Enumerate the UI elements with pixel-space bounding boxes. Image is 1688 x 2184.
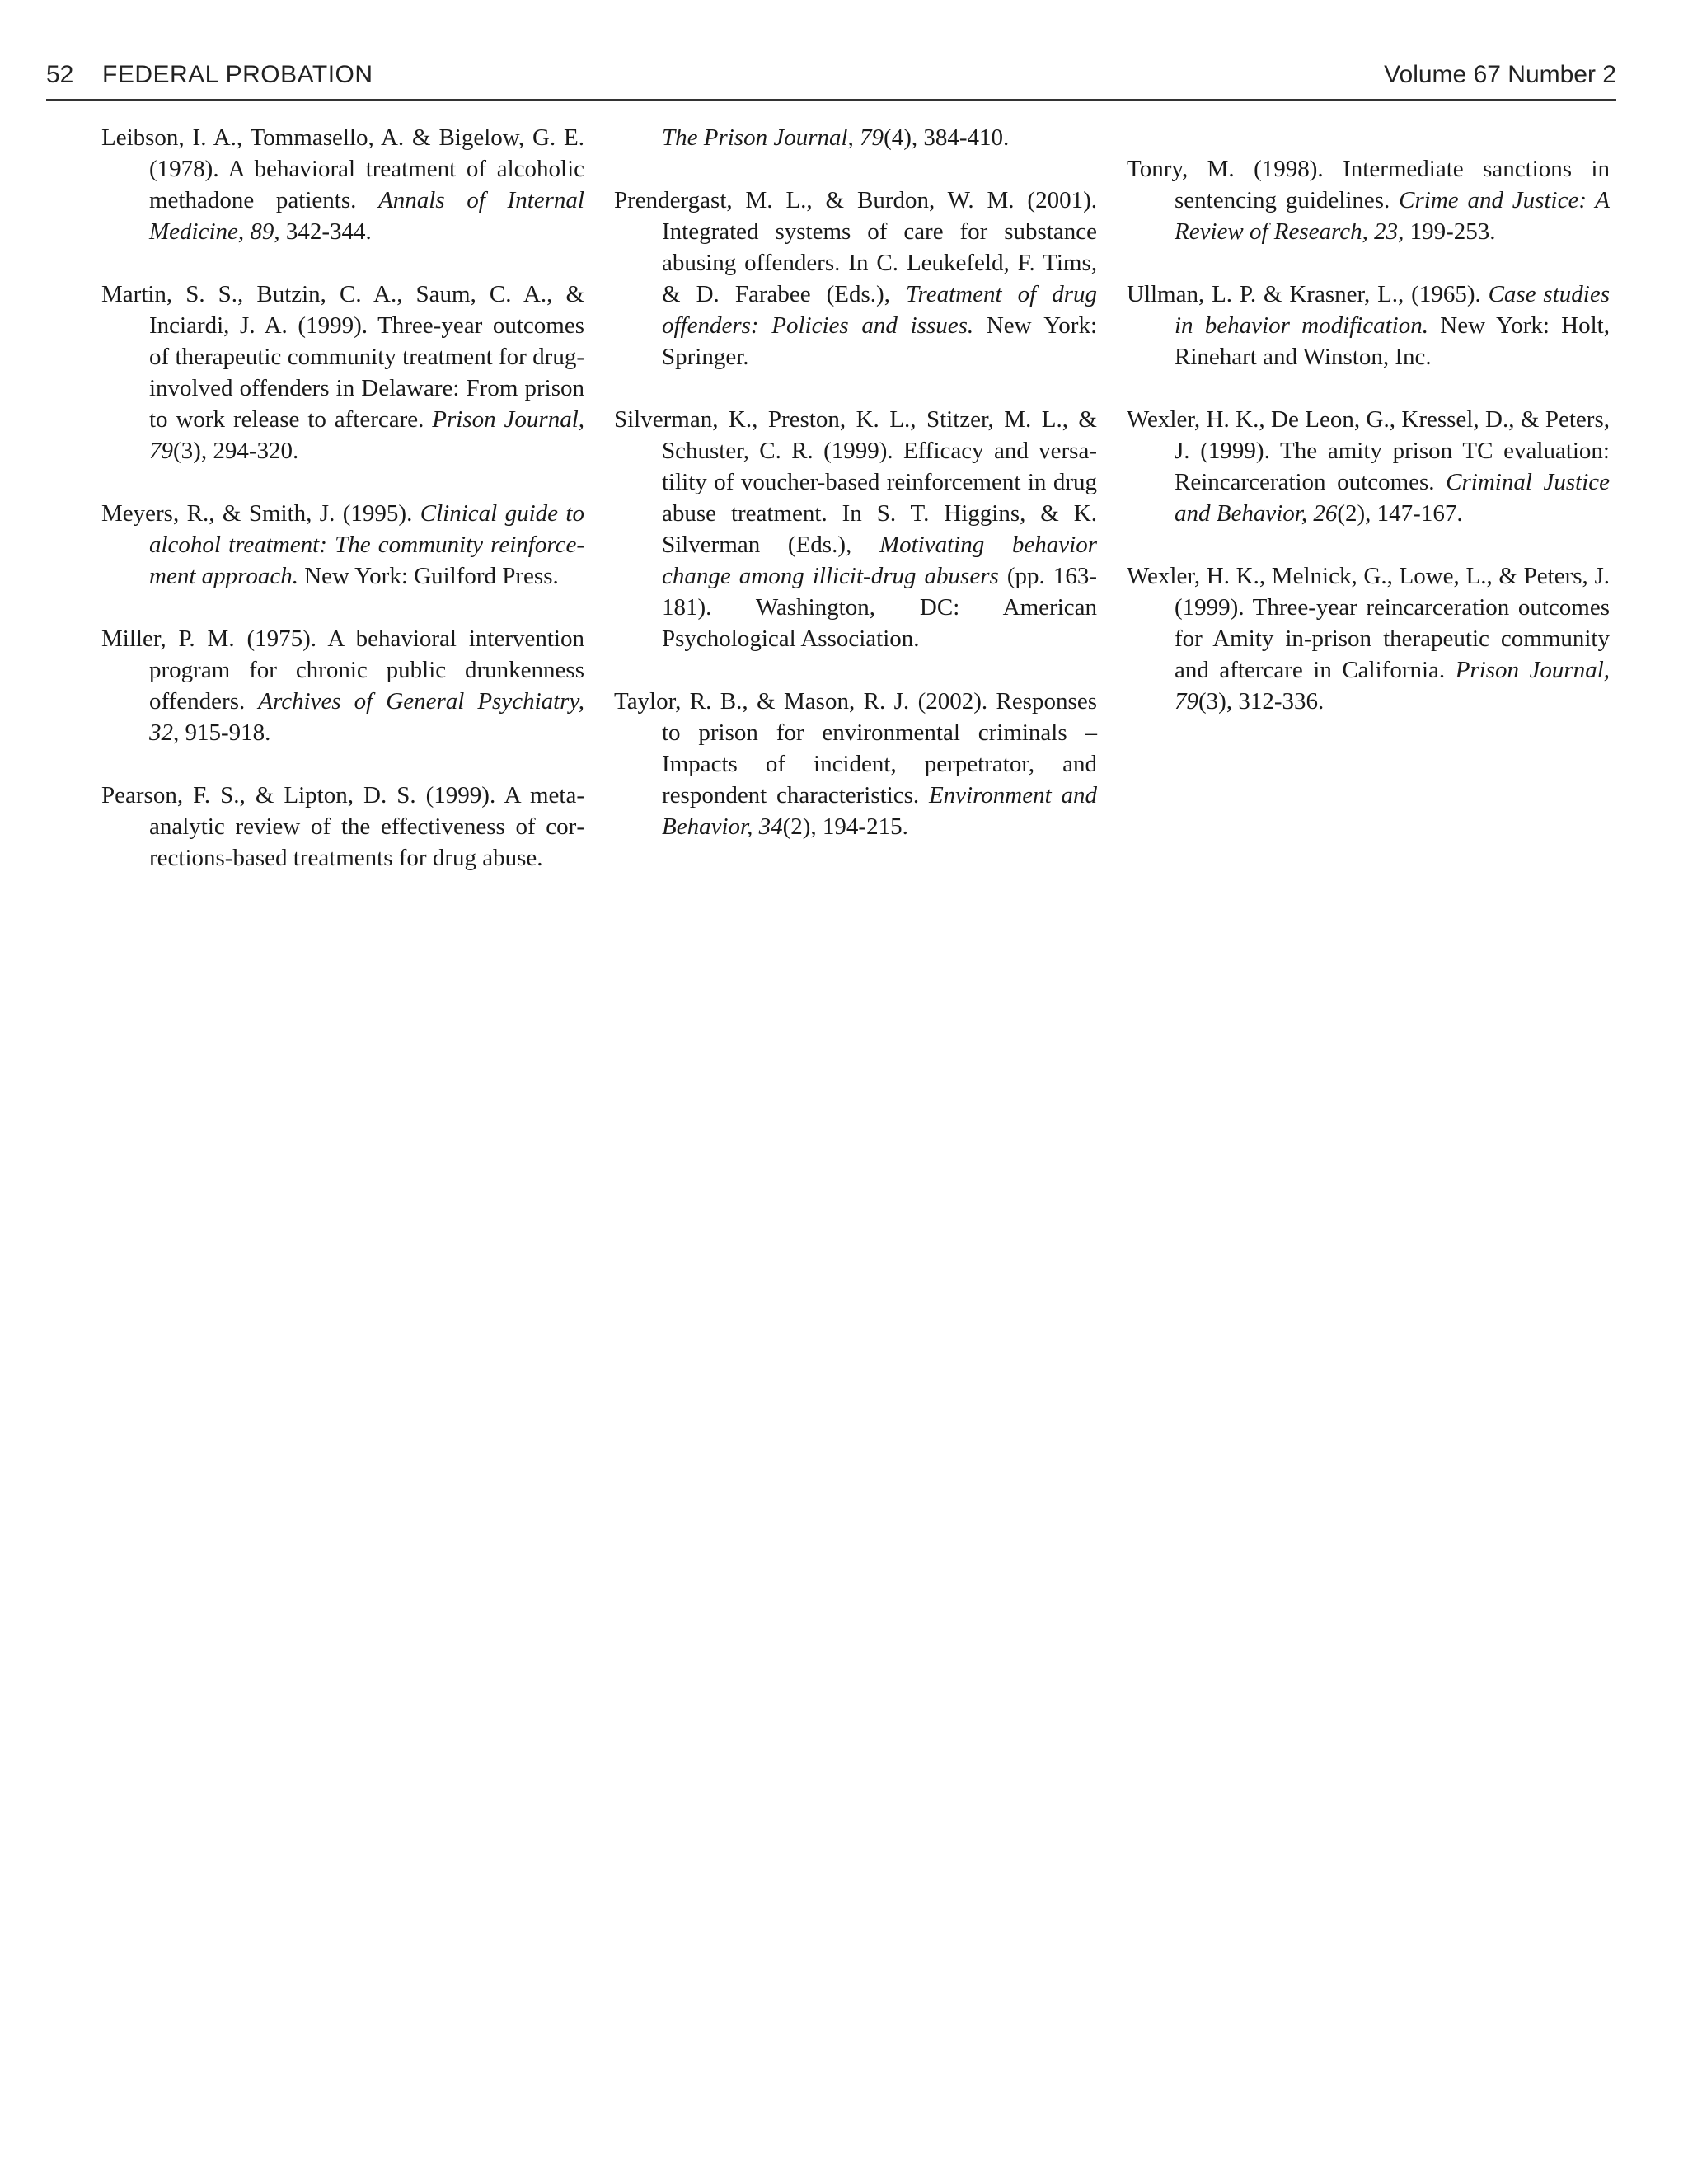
reference-entry <box>101 780 584 874</box>
reference-details: , 199-253. <box>1398 218 1496 245</box>
reference-text: Prendergast, M. L., & Burdon, W. M. (2001). Integrated systems of care for substance abusing offenders. In C. Leukefeld, F. Tims, & D. Farabee (Eds.), <box>614 187 1097 307</box>
reference-details: New York: Guilford Press. <box>298 563 559 589</box>
reference-details: (4), 384-410. <box>884 124 1010 151</box>
journal-title: FEDERAL PROBATION <box>102 61 373 88</box>
reference-column-3 <box>1127 153 1610 748</box>
reference-details: (2), 147-167. <box>1337 500 1463 527</box>
reference-details: (pp. 163-181). Washington, DC: American Psychological Association. <box>662 563 1097 652</box>
reference-source: Environment and Behavior, 34 <box>662 782 1097 840</box>
issue-label: Volume 67 Number 2 <box>1384 61 1616 88</box>
reference-details: New York: Springer. <box>662 312 1097 370</box>
reference-details: New York: Holt, Rinehart and Winston, Inc. <box>1175 312 1610 370</box>
reference-source: Prison Journal, 79 <box>149 406 584 464</box>
reference-entry <box>1127 560 1610 717</box>
reference-source: Clinical guide to alcohol treatment: The community reinforcement approach. <box>149 500 584 589</box>
reference-details: (3), 294-320. <box>173 438 299 464</box>
reference-entry <box>101 498 584 592</box>
reference-column-1 <box>101 122 584 905</box>
reference-source: Annals of Internal Medicine, 89 <box>149 187 584 245</box>
reference-source: Motivating behavior change among illicit-drug abusers <box>662 532 1098 589</box>
reference-entry <box>614 185 1097 373</box>
reference-text: Taylor, R. B., & Mason, R. J. (2002). Responses to prison for environmental criminals – Impacts of incident, perpetrator, and respondent characteristics. <box>614 688 1097 808</box>
reference-text: Miller, P. M. (1975). A behavioral intervention program for chronic public drunkenness offenders. <box>101 626 584 715</box>
reference-source: Prison Journal, 79 <box>1175 657 1611 715</box>
running-header <box>46 58 1616 101</box>
reference-text: Tonry, M. (1998). Intermediate sanctions in sentencing guidelines. <box>1127 156 1610 213</box>
reference-details: , 342-344. <box>274 218 372 245</box>
reference-source: Case studies in behavior modification. <box>1175 281 1610 339</box>
reference-text: Pearson, F. S., & Lipton, D. S. (1999). A meta-analytic review of the effectiveness of corrections-based treatments for drug abuse. <box>101 782 584 871</box>
reference-text: Leibson, I. A., Tommasello, A. & Bigelow, G. E. (1978). A behavioral treatment of alcoholic methadone patients. <box>101 124 584 213</box>
reference-entry <box>101 122 584 247</box>
reference-text: Wexler, H. K., Melnick, G., Lowe, L., & Peters, J. (1999). Three-year reincarceration outcomes for Amity in-prison therapeutic community and aftercare in California. <box>1127 563 1610 683</box>
reference-entry <box>614 686 1097 842</box>
reference-source: Treatment of drug offenders: Policies and issues. <box>662 281 1097 339</box>
reference-entry-continued <box>614 122 1097 153</box>
reference-details: (2), 194-215. <box>782 813 908 840</box>
reference-entry <box>1127 153 1610 247</box>
reference-text: Ullman, L. P. & Krasner, L., (1965). <box>1127 281 1489 307</box>
reference-entry <box>1127 404 1610 529</box>
reference-entry <box>614 404 1097 654</box>
reference-source: Criminal Justice and Behavior, 26 <box>1175 469 1610 527</box>
reference-text: Silverman, K., Preston, K. L., Stitzer, M. L., & Schuster, C. R. (1999). Efficacy and versatility of voucher-based reinforcement in drug abuse treatment. In S. T. Higgins, & K. Silverman (Eds.), <box>614 406 1097 558</box>
reference-text: Meyers, R., & Smith, J. (1995). <box>101 500 420 527</box>
reference-source: Crime and Justice: A Review of Research, 23 <box>1175 187 1610 245</box>
reference-entry <box>101 279 584 466</box>
reference-column-2 <box>614 122 1097 874</box>
page-number: 52 <box>46 61 74 88</box>
reference-details: (3), 312-336. <box>1198 688 1325 715</box>
reference-entry <box>101 623 584 748</box>
reference-text: Martin, S. S., Butzin, C. A., Saum, C. A., & Inciardi, J. A. (1999). Three-year outcomes of therapeutic community treatment for drug-involved offenders in Delaware: From prison to work release to aftercare. <box>101 281 584 433</box>
reference-entry <box>1127 279 1610 373</box>
reference-details: , 915-918. <box>173 719 271 746</box>
reference-source: The Prison Journal, 79 <box>662 124 884 151</box>
reference-text: Wexler, H. K., De Leon, G., Kressel, D., & Peters, J. (1999). The amity prison TC evaluation: Reincarceration outcomes. <box>1127 406 1610 495</box>
reference-source: Archives of General Psychiatry, 32 <box>149 688 584 746</box>
